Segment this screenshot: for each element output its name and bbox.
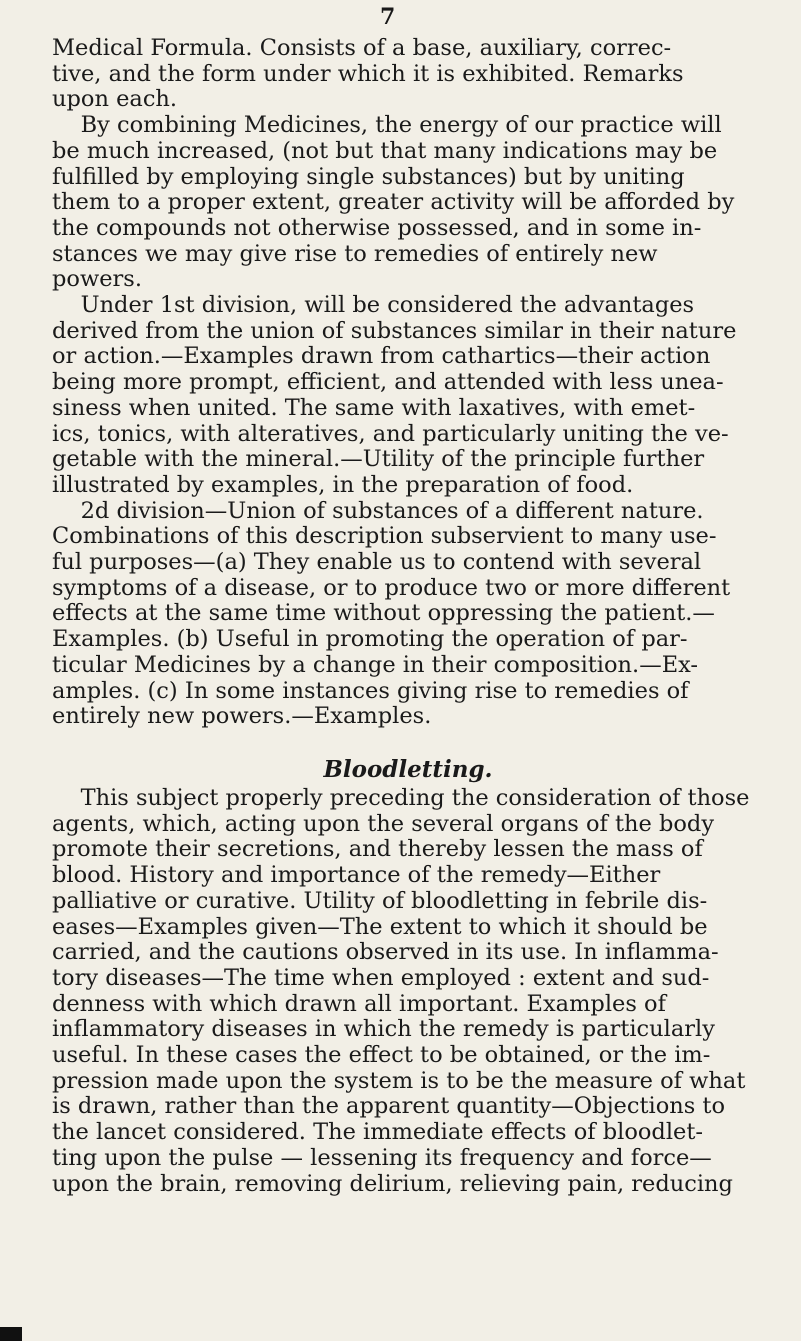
text-line: the compounds not otherwise possessed, and in some in- <box>52 214 702 241</box>
text-line: tive, and the form under which it is exhibited. Remarks <box>52 60 684 87</box>
text-line: By combining Medicines, the energy of our practice will <box>52 112 722 139</box>
section-bloodletting <box>52 786 764 1197</box>
text-line: derived from the union of substances similar in their nature <box>52 317 737 344</box>
text-line: carried, and the cautions observed in its use. In inflamma- <box>52 939 719 966</box>
text-line: useful. In these cases the effect to be obtained, or the im- <box>52 1042 711 1069</box>
text-line: tory diseases—The time when employed : extent and sud- <box>52 964 710 991</box>
text-line: ting upon the pulse — lessening its frequency and force— <box>52 1144 712 1171</box>
text-line: ics, tonics, with alteratives, and particularly uniting the ve- <box>52 420 729 447</box>
text-line: effects at the same time without oppressing the patient.— <box>52 600 715 627</box>
text-line: or action.—Examples drawn from cathartics—their action <box>52 343 711 370</box>
text-line: inflammatory diseases in which the remedy is particularly <box>52 1016 715 1043</box>
text-line: Medical Formula. Consists of a base, auxiliary, correc- <box>52 35 672 61</box>
text-line: Under 1st division, will be considered the advantages <box>52 292 695 319</box>
text-line: the lancet considered. The immediate effects of bloodlet- <box>52 1119 703 1146</box>
text-line: palliative or curative. Utility of bloodletting in febrile dis- <box>52 887 708 914</box>
text-line: Examples. (b) Useful in promoting the operation of par- <box>52 626 688 653</box>
text-line: upon each. <box>52 86 178 113</box>
text-line: them to a proper extent, greater activity will be afforded by <box>52 189 735 216</box>
text-line: illustrated by examples, in the preparation of food. <box>52 471 634 498</box>
text-line: siness when united. The same with laxatives, with emet- <box>52 394 696 421</box>
text-line: eases—Examples given—The extent to which it should be <box>52 913 708 940</box>
text-line: stances we may give rise to remedies of entirely new <box>52 240 658 267</box>
text-line: getable with the mineral.—Utility of the principle further <box>52 446 705 473</box>
text-line: be much increased, (not but that many indications may be <box>52 137 718 164</box>
text-line: 2d division—Union of substances of a different nature. <box>52 497 704 524</box>
page-text <box>52 36 764 1197</box>
text-line: promote their secretions, and thereby lessen the mass of <box>52 836 703 863</box>
text-line: powers. <box>52 266 142 293</box>
text-line: Combinations of this description subservient to many use- <box>52 523 717 550</box>
page-number: 7 <box>380 4 396 30</box>
scan-edge-mark <box>0 1327 22 1341</box>
text-line: This subject properly preceding the consideration of those <box>52 784 750 811</box>
text-line: ticular Medicines by a change in their composition.—Ex- <box>52 651 699 678</box>
text-line: amples. (c) In some instances giving rise to remedies of <box>52 677 689 704</box>
text-line: is drawn, rather than the apparent quantity—Objections to <box>52 1093 726 1120</box>
text-line: fulfilled by employing single substances) but by uniting <box>52 163 685 190</box>
text-line: agents, which, acting upon the several organs of the body <box>52 810 715 837</box>
text-line: symptoms of a disease, or to produce two or more different <box>52 574 731 601</box>
text-line: upon the brain, removing delirium, relieving pain, reducing <box>52 1170 733 1197</box>
section-heading-bloodletting: Bloodletting. <box>323 755 493 783</box>
text-line: being more prompt, efficient, and attended with less unea- <box>52 369 724 396</box>
text-line: ful purposes—(a) They enable us to contend with several <box>52 549 702 576</box>
text-line: entirely new powers.—Examples. <box>52 703 432 730</box>
text-line: pression made upon the system is to be the measure of what <box>52 1067 746 1094</box>
text-line: blood. History and importance of the remedy—Either <box>52 862 661 889</box>
text-line: denness with which drawn all important. Examples of <box>52 990 666 1017</box>
section-medical-formula <box>52 36 764 730</box>
